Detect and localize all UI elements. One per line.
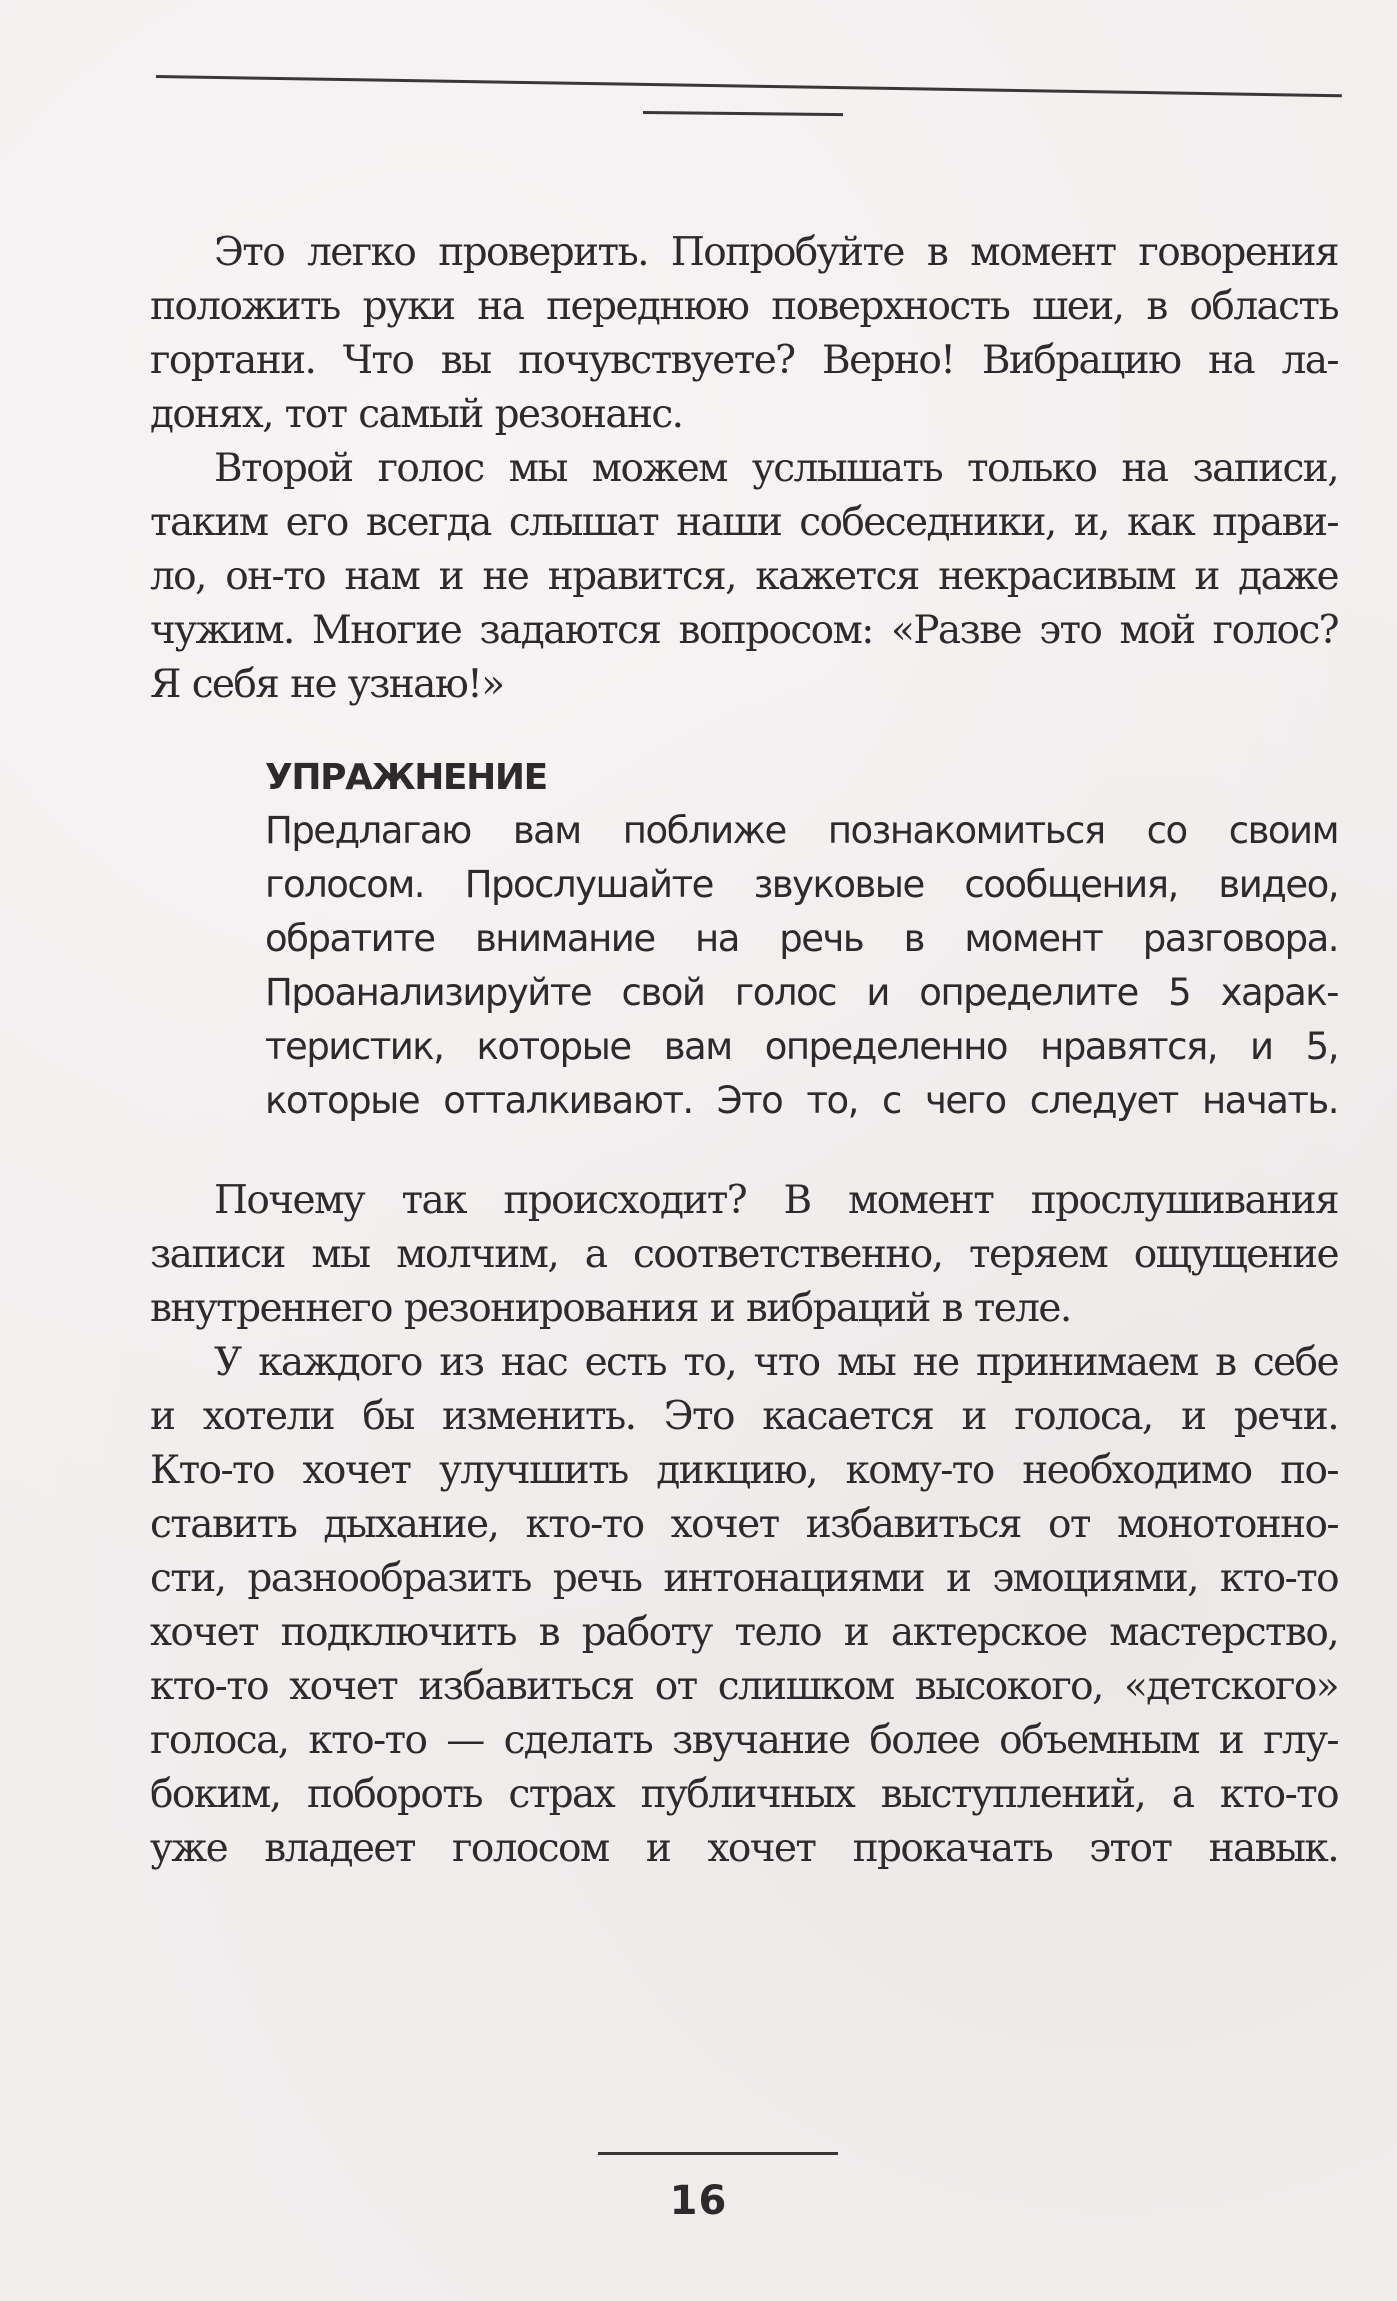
- text-line: ло, он-то нам и не нравится, кажется некрасивым и даже: [150, 554, 1338, 599]
- exercise-heading: УПРАЖНЕНИЕ: [265, 757, 547, 798]
- text-line: обратите внимание на речь в момент разговора.: [265, 917, 1338, 960]
- paragraph-check-resonance: [150, 226, 1338, 442]
- page-number: 16: [669, 2178, 728, 2224]
- text-line: и хотели бы изменить. Это касается и голоса, и речи.: [150, 1394, 1338, 1439]
- text-line: сти, разнообразить речь интонациями и эмоциями, кто-то: [150, 1556, 1338, 1601]
- header-rule-long: [156, 75, 1342, 97]
- header-rule-short: [643, 111, 843, 116]
- text-line: боким, побороть страх публичных выступлений, а кто-то: [150, 1772, 1338, 1817]
- text-line: Это легко проверить. Попробуйте в момент говорения: [214, 230, 1338, 275]
- text-line: положить руки на переднюю поверхность шеи, в область: [150, 284, 1338, 329]
- exercise-block: [265, 754, 1338, 1128]
- text-line: гортани. Что вы почувствуете? Верно! Вибрацию на ла-: [150, 338, 1338, 383]
- text-line: которые отталкивают. Это то, с чего следует начать.: [265, 1079, 1338, 1122]
- text-line: донях, тот самый резонанс.: [150, 392, 683, 437]
- page-body: [150, 226, 1338, 1876]
- paragraph-why-happens: [150, 1174, 1338, 1336]
- footer-rule: [598, 2152, 838, 2155]
- text-line: голосом. Прослушайте звуковые сообщения, видео,: [265, 863, 1338, 906]
- text-line: голоса, кто-то — сделать звучание более объемным и глу-: [150, 1718, 1338, 1763]
- text-line: Второй голос мы можем услышать только на записи,: [214, 446, 1338, 491]
- text-line: теристик, которые вам определенно нравятся, и 5,: [265, 1025, 1338, 1068]
- paragraph-second-voice: [150, 442, 1338, 712]
- text-line: таким его всегда слышат наши собеседники, и, как прави-: [150, 500, 1338, 545]
- text-line: ставить дыхание, кто-то хочет избавиться от монотонно-: [150, 1502, 1338, 1547]
- exercise-body: [265, 804, 1338, 1128]
- text-line: внутреннего резонирования и вибраций в теле.: [150, 1286, 1071, 1331]
- text-line: записи мы молчим, а соответственно, теряем ощущение: [150, 1232, 1338, 1277]
- paragraph-everyone-has: [150, 1336, 1338, 1876]
- text-line: чужим. Многие задаются вопросом: «Разве это мой голос?: [150, 608, 1338, 653]
- text-line: Предлагаю вам поближе познакомиться со своим: [265, 809, 1338, 852]
- text-line: Проанализируйте свой голос и определите 5 харак-: [265, 971, 1338, 1014]
- text-line: У каждого из нас есть то, что мы не принимаем в себе: [214, 1340, 1338, 1385]
- text-line: Почему так происходит? В момент прослушивания: [214, 1178, 1338, 1223]
- text-line: Я себя не узнаю!»: [150, 662, 504, 707]
- text-line: уже владеет голосом и хочет прокачать этот навык.: [150, 1826, 1338, 1871]
- text-line: Кто-то хочет улучшить дикцию, кому-то необходимо по-: [150, 1448, 1338, 1493]
- text-line: кто-то хочет избавиться от слишком высокого, «детского»: [150, 1664, 1338, 1709]
- text-line: хочет подключить в работу тело и актерское мастерство,: [150, 1610, 1338, 1655]
